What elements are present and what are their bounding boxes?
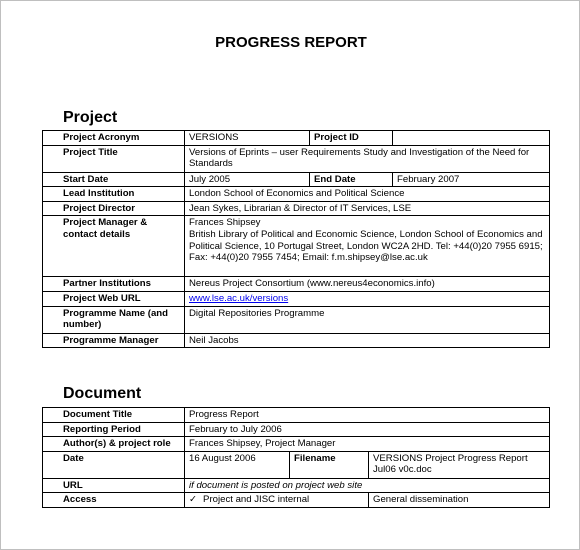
programme-name-label: Programme Name (and number) [43, 306, 185, 333]
authors-value: Frances Shipsey, Project Manager [185, 437, 550, 452]
partner-institutions-label: Partner Institutions [43, 277, 185, 292]
programme-name-value: Digital Repositories Programme [185, 306, 550, 333]
table-row [43, 216, 550, 277]
access-internal-cell [185, 493, 369, 508]
project-director-value: Jean Sykes, Librarian & Director of IT Services, LSE [185, 201, 550, 216]
project-title-value: Versions of Eprints – user Requirements Study and Investigation of the Need for Standards [185, 145, 550, 172]
table-row [43, 277, 550, 292]
document-title-value: Progress Report [185, 408, 550, 423]
project-acronym-value: VERSIONS [185, 131, 310, 146]
table-row [43, 172, 550, 187]
document-section-heading: Document [63, 385, 142, 402]
table-row [43, 145, 550, 172]
start-date-value: July 2005 [185, 172, 310, 187]
checkmark-icon: ✓ [189, 494, 198, 506]
project-web-url-link[interactable]: www.lse.ac.uk/versions [189, 292, 289, 304]
table-row [43, 437, 550, 452]
partner-institutions-value: Nereus Project Consortium (www.nereus4economics.info) [185, 277, 550, 292]
project-table [42, 130, 550, 348]
project-title-label: Project Title [43, 145, 185, 172]
table-row [43, 333, 550, 348]
url-value: if document is posted on project web site [185, 478, 550, 493]
project-manager-value [185, 216, 550, 277]
project-acronym-label: Project Acronym [43, 131, 185, 146]
project-section-heading: Project [63, 109, 118, 126]
table-row [43, 201, 550, 216]
project-id-value [393, 131, 550, 146]
project-manager-contact: British Library of Political and Economic Science, London School of Economics and Political Science, 10 Portugal Street, London WC2A 2HD. Tel: +44(0)20 7955 6915; Fax: +44(0)20 7955 7454; Email: f.m.shipsey@lse.ac.uk [189, 228, 543, 264]
url-label: URL [43, 478, 185, 493]
filename-label: Filename [290, 451, 369, 478]
access-internal-value: Project and JISC internal [203, 494, 310, 506]
reporting-period-value: February to July 2006 [185, 422, 550, 437]
access-label: Access [43, 493, 185, 508]
table-row [43, 493, 550, 508]
authors-label: Author(s) & project role [43, 437, 185, 452]
project-manager-name: Frances Shipsey [189, 217, 261, 229]
page-title: PROGRESS REPORT [215, 34, 367, 51]
project-id-label: Project ID [310, 131, 393, 146]
table-row [43, 187, 550, 202]
document-table [42, 407, 550, 508]
project-manager-label: Project Manager & contact details [43, 216, 185, 277]
table-row [43, 408, 550, 423]
table-row [43, 291, 550, 306]
date-value: 16 August 2006 [185, 451, 290, 478]
table-row [43, 306, 550, 333]
lead-institution-value: London School of Economics and Political Science [185, 187, 550, 202]
reporting-period-label: Reporting Period [43, 422, 185, 437]
end-date-label: End Date [310, 172, 393, 187]
project-web-url-cell [185, 291, 550, 306]
document-title-label: Document Title [43, 408, 185, 423]
date-label: Date [43, 451, 185, 478]
table-row [43, 478, 550, 493]
access-general-value: General dissemination [369, 493, 550, 508]
filename-value: VERSIONS Project Progress Report Jul06 v0c.doc [369, 451, 550, 478]
project-web-url-label: Project Web URL [43, 291, 185, 306]
end-date-value: February 2007 [393, 172, 550, 187]
table-row [43, 422, 550, 437]
table-row [43, 451, 550, 478]
start-date-label: Start Date [43, 172, 185, 187]
table-row [43, 131, 550, 146]
lead-institution-label: Lead Institution [43, 187, 185, 202]
programme-manager-value: Neil Jacobs [185, 333, 550, 348]
project-director-label: Project Director [43, 201, 185, 216]
programme-manager-label: Programme Manager [43, 333, 185, 348]
